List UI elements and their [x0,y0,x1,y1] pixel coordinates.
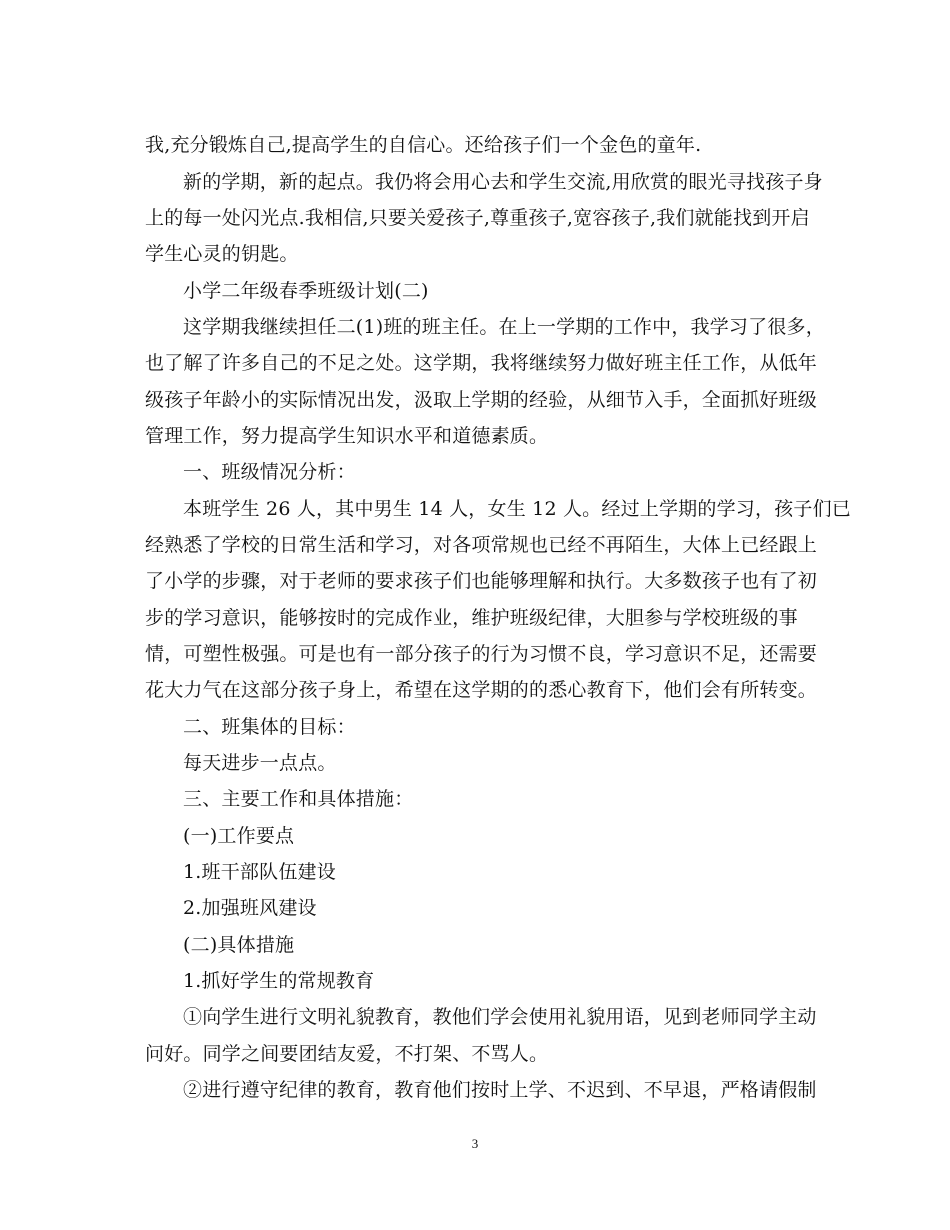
subsection-heading: (一)工作要点 [183,825,295,847]
text-line: 上的每一处闪光点.我相信,只要关爱孩子,尊重孩子,宽容孩子,我们就能找到开启 [145,207,810,229]
page-number: 3 [471,1136,479,1151]
text-line: 情，可塑性极强。可是也有一部分孩子的行为习惯不良，学习意识不足，还需要 [145,643,818,665]
section-heading: 小学二年级春季班级计划(二) [183,280,429,302]
subsection-heading: (二)具体措施 [183,934,295,956]
text-line: 每天进步一点点。 [183,752,337,774]
section-heading: 一、班级情况分析： [183,461,356,483]
text-line: 也了解了许多自己的不足之处。这学期，我将继续努力做好班主任工作，从低年 [145,352,818,374]
text-line: 级孩子年龄小的实际情况出发，汲取上学期的经验，从细节入手，全面抓好班级 [145,389,818,411]
list-item: 1.班干部队伍建设 [183,861,336,883]
text-line: 学生心灵的钥匙。 [145,243,299,265]
list-item: 1.抓好学生的常规教育 [183,970,375,992]
text-line: 了小学的步骤，对于老师的要求孩子们也能够理解和执行。大多数孩子也有了初 [145,570,818,592]
text-line: 这学期我继续担任二(1)班的班主任。在上一学期的工作中，我学习了很多， [183,316,825,338]
text-line: 我,充分锻炼自己,提高学生的自信心。还给孩子们一个金色的童年. [145,134,702,156]
text-line: 经熟悉了学校的日常生活和学习，对各项常规也已经不再陌生，大体上已经跟上 [145,534,818,556]
text-line: 步的学习意识，能够按时的完成作业，维护班级纪律，大胆参与学校班级的事 [145,607,798,629]
text-line: ②进行遵守纪律的教育，教育他们按时上学、不迟到、不早退，严格请假制 [183,1079,817,1101]
text-line: 新的学期，新的起点。我仍将会用心去和学生交流,用欣赏的眼光寻找孩子身 [183,171,823,193]
section-heading: 二、班集体的目标： [183,716,356,738]
text-line: 花大力气在这部分孩子身上，希望在这学期的的悉心教育下，他们会有所转变。 [145,679,818,701]
text-line: ①向学生进行文明礼貌教育，教他们学会使用礼貌用语，见到老师同学主动 [183,1006,817,1028]
text-line: 问好。同学之间要团结友爱，不打架、不骂人。 [145,1043,549,1065]
text-line: 管理工作，努力提高学生知识水平和道德素质。 [145,425,549,447]
list-item: 2.加强班风建设 [183,897,317,919]
text-line: 本班学生 26 人，其中男生 14 人，女生 12 人。经过上学期的学习，孩子们已 [183,498,851,520]
section-heading: 三、主要工作和具体措施： [183,788,414,810]
